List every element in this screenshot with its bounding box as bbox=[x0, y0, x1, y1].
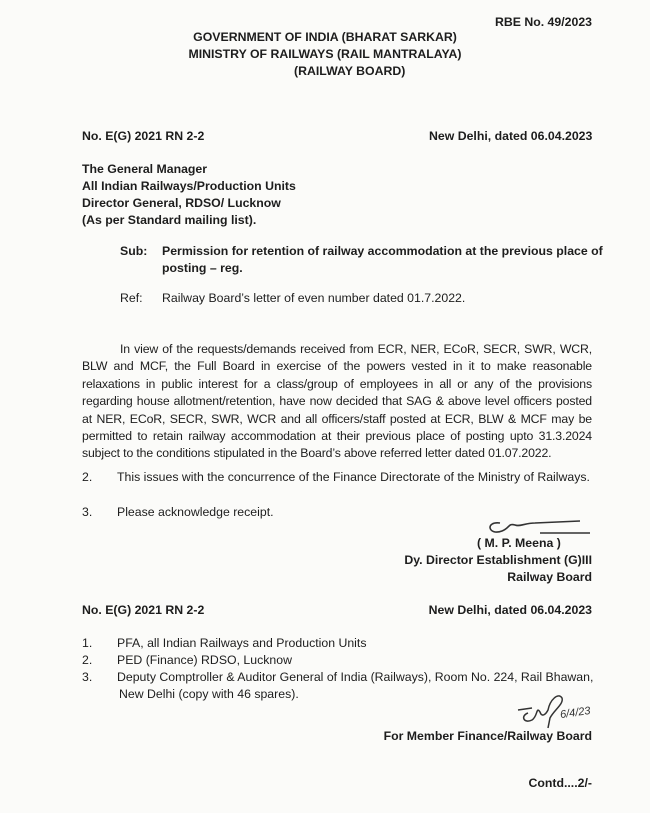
copy-item-3-text: Deputy Comptroller & Auditor General of India (Railways), Room No. 224, Rail Bhawan, bbox=[117, 669, 594, 684]
header-line-2: MINISTRY OF RAILWAYS (RAIL MANTRALAYA) bbox=[188, 47, 462, 61]
copy-item-3-number: 3. bbox=[82, 669, 93, 684]
header-line-3: (RAILWAY BOARD) bbox=[294, 64, 406, 78]
signatory-name: ( M. P. Meena ) bbox=[477, 535, 561, 550]
copy-item-1-number: 1. bbox=[82, 635, 93, 650]
letter-body bbox=[82, 341, 592, 792]
signatory-designation: Dy. Director Establishment (G)III bbox=[404, 552, 592, 567]
point-2-text: This issues with the concurrence of the Finance Directorate of the Ministry of Railways. bbox=[117, 469, 590, 484]
reference-text: Railway Board’s letter of even number dated 01.7.2022. bbox=[162, 291, 466, 305]
continued-note: Contd....2/- bbox=[528, 775, 592, 790]
point-2 bbox=[82, 469, 592, 486]
addressee-2: All Indian Railways/Production Units bbox=[82, 179, 296, 193]
addressee-4: (As per Standard mailing list). bbox=[82, 213, 257, 227]
header-line-1: GOVERNMENT OF INDIA (BHARAT SARKAR) bbox=[193, 30, 457, 44]
paragraph-1: In view of the requests/demands received from ECR, NER, ECoR, SECR, SWR, WCR, BLW and MCF, the Full Board in exercise of the powers vested in it to make reasonable relaxations in public interest for a class/group of employees in all or any of the provisions regarding house allotment/retention, have now decided that SAG & above level officers posted at NER, ECoR, SECR, SWR, WCR and all officers/staff posted at ECR, BLW & MCF may be permitted to retain railway accommodation at their previous place of posting upto 31.3.2024 subject to the conditions stipulated in the Board’s above referred letter dated 01.07.2022. bbox=[82, 342, 592, 461]
subject-line-1: Permission for retention of railway accommodation at the previous place of bbox=[162, 244, 603, 258]
letter-date: New Delhi, dated 06.04.2023 bbox=[429, 129, 593, 143]
copy-item-3-text-cont: New Delhi (copy with 46 spares). bbox=[119, 686, 299, 701]
signatory-office: Railway Board bbox=[507, 569, 592, 584]
copy-item-2 bbox=[82, 652, 592, 669]
copy-signoff-block bbox=[82, 704, 592, 745]
subject-line-2: posting – reg. bbox=[162, 261, 243, 275]
point-2-number: 2. bbox=[82, 469, 93, 484]
reference-label: Ref: bbox=[120, 291, 143, 305]
addressee-1: The General Manager bbox=[82, 162, 208, 176]
copy-signoff: For Member Finance/Railway Board bbox=[383, 728, 592, 743]
copy-item-1 bbox=[82, 635, 592, 652]
copy-item-1-text: PFA, all Indian Railways and Production Units bbox=[117, 635, 367, 650]
copy-item-2-text: PED (Finance) RDSO, Lucknow bbox=[117, 652, 292, 667]
subject-label: Sub: bbox=[120, 244, 148, 258]
rbe-number: RBE No. 49/2023 bbox=[494, 15, 592, 29]
signature-date: 6/4/23 bbox=[559, 704, 592, 721]
point-3-text: Please acknowledge receipt. bbox=[117, 504, 274, 519]
addressee-3: Director General, RDSO/ Lucknow bbox=[82, 196, 281, 210]
copy-item-3 bbox=[82, 669, 592, 686]
copy-header bbox=[82, 602, 592, 619]
copy-letter-date: New Delhi, dated 06.04.2023 bbox=[428, 602, 592, 617]
letter-number: No. E(G) 2021 RN 2-2 bbox=[82, 129, 205, 143]
point-3-number: 3. bbox=[82, 504, 93, 519]
signatory-block bbox=[82, 535, 592, 586]
copy-letter-number: No. E(G) 2021 RN 2-2 bbox=[82, 602, 205, 617]
copy-item-2-number: 2. bbox=[82, 652, 93, 667]
